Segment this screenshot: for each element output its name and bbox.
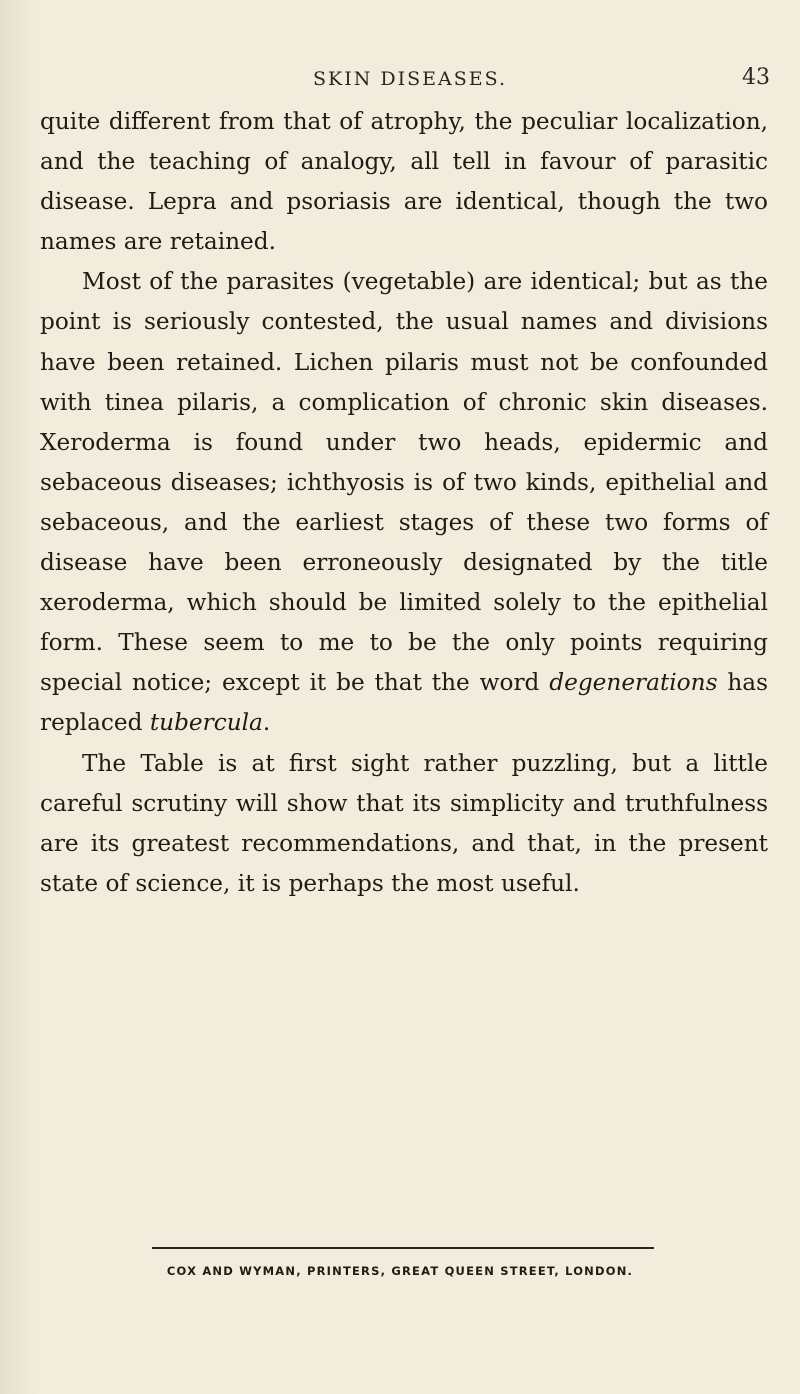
italic-term-degenerations: degenerations <box>549 669 718 697</box>
paragraph-2-end: . <box>262 709 271 737</box>
page-header <box>0 58 800 98</box>
page-number: 43 <box>742 65 770 90</box>
paragraph-2 <box>40 262 768 743</box>
paragraph-2-text: Most of the parasites (vegetable) are identical; but as the point is seriously contested, the usual names and divisions have been retained. Lichen pilaris must not be confounded with tinea pilaris, a complication of chronic skin diseases. Xeroderma is found under two heads, epidermic and sebaceous diseases; ichthyosis is of two kinds, epithelial and sebaceous, and the earliest stages of these two forms of disease have been erroneously designated by the title xeroderma, which should be limited solely to the epithelial form. These seem to me to be the only points requiring special notice; except it be that the word <box>40 268 768 697</box>
paragraph-1: quite different from that of atrophy, the peculiar localization, and the teaching of analogy, all tell in favour of parasitic disease. Lepra and psoriasis are identical, though the two names are retained. <box>40 108 768 256</box>
body-text <box>40 102 768 904</box>
footer-rule <box>152 1247 654 1249</box>
printer-imprint: COX AND WYMAN, PRINTERS, GREAT QUEEN STREET, LONDON. <box>166 1264 634 1278</box>
paragraph-3: The Table is at first sight rather puzzling, but a little careful scrutiny will show that its simplicity and truthfulness are its greatest recommendations, and that, in the present state of science, it is perhaps the most useful. <box>40 749 768 897</box>
running-title: SKIN DISEASES. <box>313 68 507 90</box>
paragraph-2-mid: has replaced <box>40 669 769 737</box>
italic-term-tubercula: tubercula <box>149 709 263 737</box>
